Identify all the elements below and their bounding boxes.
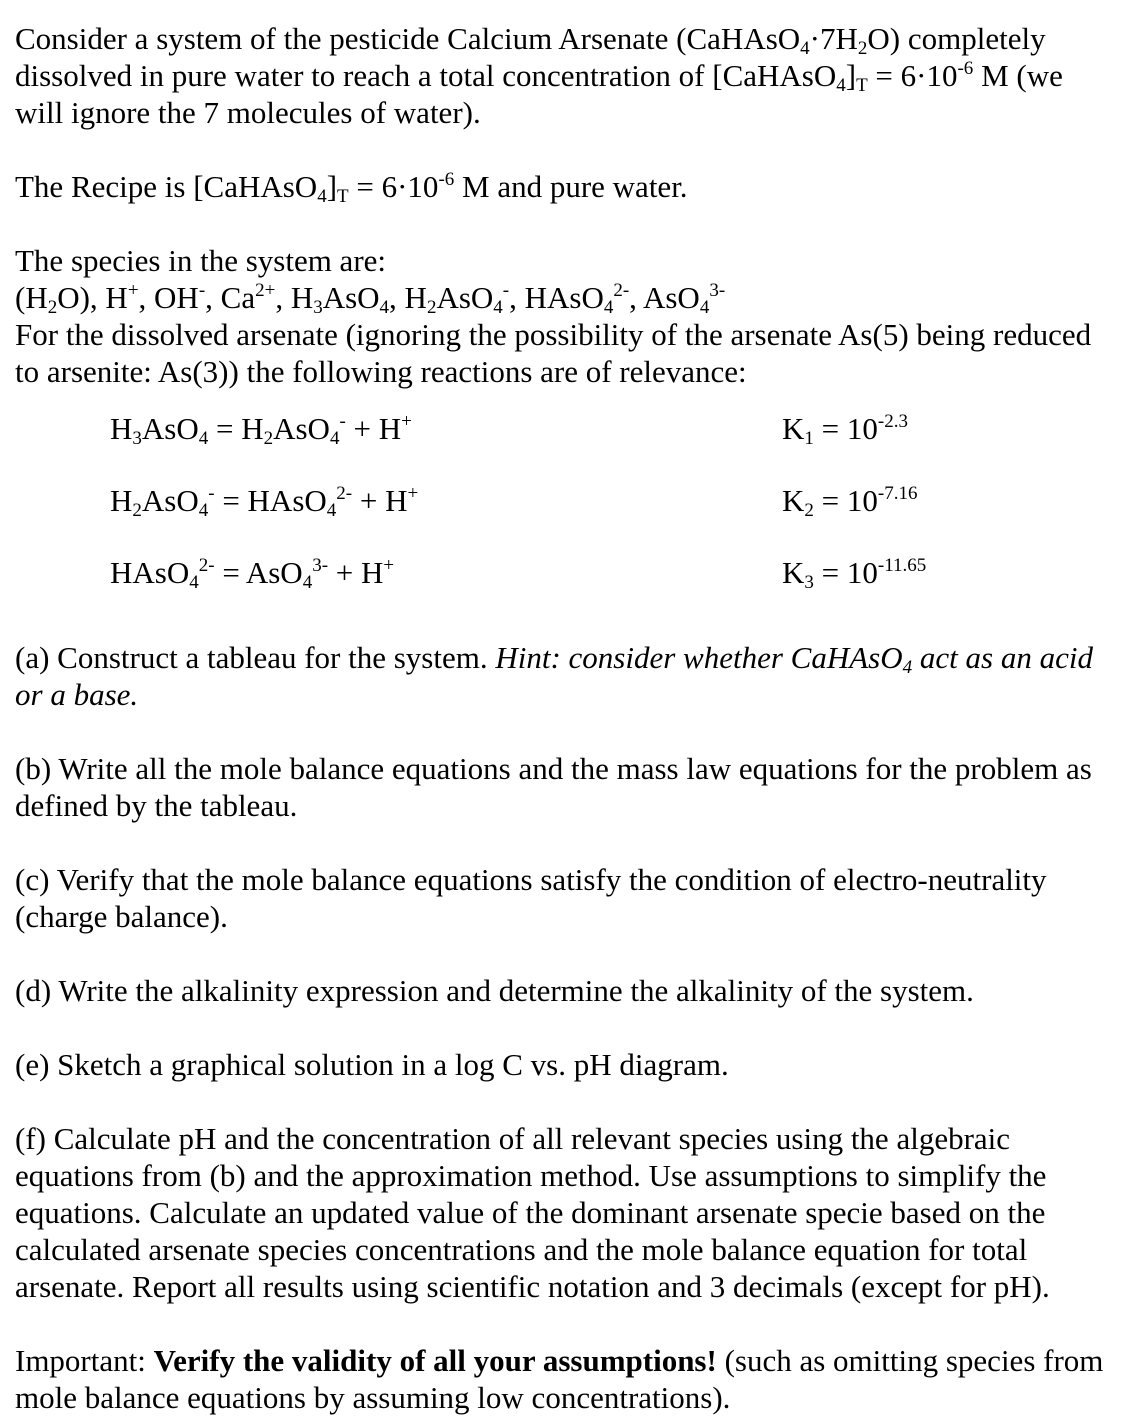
intro-paragraph: Consider a system of the pesticide Calcium Arsenate $(CaHAsO_4\cdot 7H_2O)$ completely dissolved in pure water to reach a total concentration of $[CaHAsO_4]_T = 6\cdot 10^{-6}$ M (we will ignore the 7 molecules of water). (15, 21, 1063, 130)
reaction-equation: $H_2AsO_4^-$ = HAsO$_4^{2-}$ + H+ (110, 483, 419, 521)
reactions-list (15, 410, 1115, 626)
reaction-row (15, 410, 1115, 482)
question-e: (e) Sketch a graphical solution in a log C vs. pH diagram. (15, 1047, 729, 1082)
reaction-row (15, 482, 1115, 554)
reaction-equation: $H_3AsO_4 = H_2AsO_4^- + H^+$ (110, 411, 412, 449)
question-c: (c) Verify that the mole balance equations satisfy the condition of electro-neutrality (charge balance). (15, 862, 1047, 934)
question-f: (f) Calculate pH and the concentration of all relevant species using the algebraic equations from (b) and the approximation method. Use assumptions to simplify the equations. Calculate an updated value of the dominant arsenate specie based on the calculated arsenate species concentrations and the mole balance equation for total arsenate. Report all results using scientific notation and 3 decimals (except for pH). (15, 1121, 1050, 1304)
species-list: $(H_2O)$, H+, OH-, $Ca^{2+}$, $H_3AsO_4$, $H_2AsO_4^-$, HAsO$_4^{2-}$, AsO$_4^{3-}$ (15, 280, 726, 318)
question-d: (d) Write the alkalinity expression and determine the alkalinity of the system. (15, 973, 974, 1008)
reaction-row (15, 554, 1115, 626)
equilibrium-constant: $K_2 = 10^{-7.16}$ (782, 483, 918, 521)
species-heading: The species in the system are: (15, 243, 387, 278)
question-a-hint: Hint: consider whether CaHAsO$_4$ act as an acid or a base. (15, 640, 1093, 712)
important-note: Important: Verify the validity of all your assumptions! (such as omitting species from mole balance equations by assuming low concentrations). (15, 1343, 1104, 1415)
reactions-note: For the dissolved arsenate (ignoring the possibility of the arsenate As(5) being reduced to arsenite: As(3)) the following reactions are of relevance: (15, 317, 1092, 389)
reaction-equation: HAsO$_4^{2-}$ = AsO$_4^{3-}$ + H+ (110, 555, 395, 593)
recipe-paragraph: The Recipe is $[CaHAsO_4]_T = 6\cdot 10^{-6}$ M and pure water. (15, 169, 688, 207)
question-a: (a) Construct a tableau for the system. Hint: consider whether CaHAsO$_4$ act as an acid or a base. (15, 640, 1093, 712)
question-b: (b) Write all the mole balance equations and the mass law equations for the problem as defined by the tableau. (15, 751, 1092, 823)
equilibrium-constant: $K_3 = 10^{-11.65}$ (782, 555, 927, 593)
equilibrium-constant: $K_1 = 10^{-2.3}$ (782, 411, 908, 449)
problem-document (15, 20, 1115, 1416)
